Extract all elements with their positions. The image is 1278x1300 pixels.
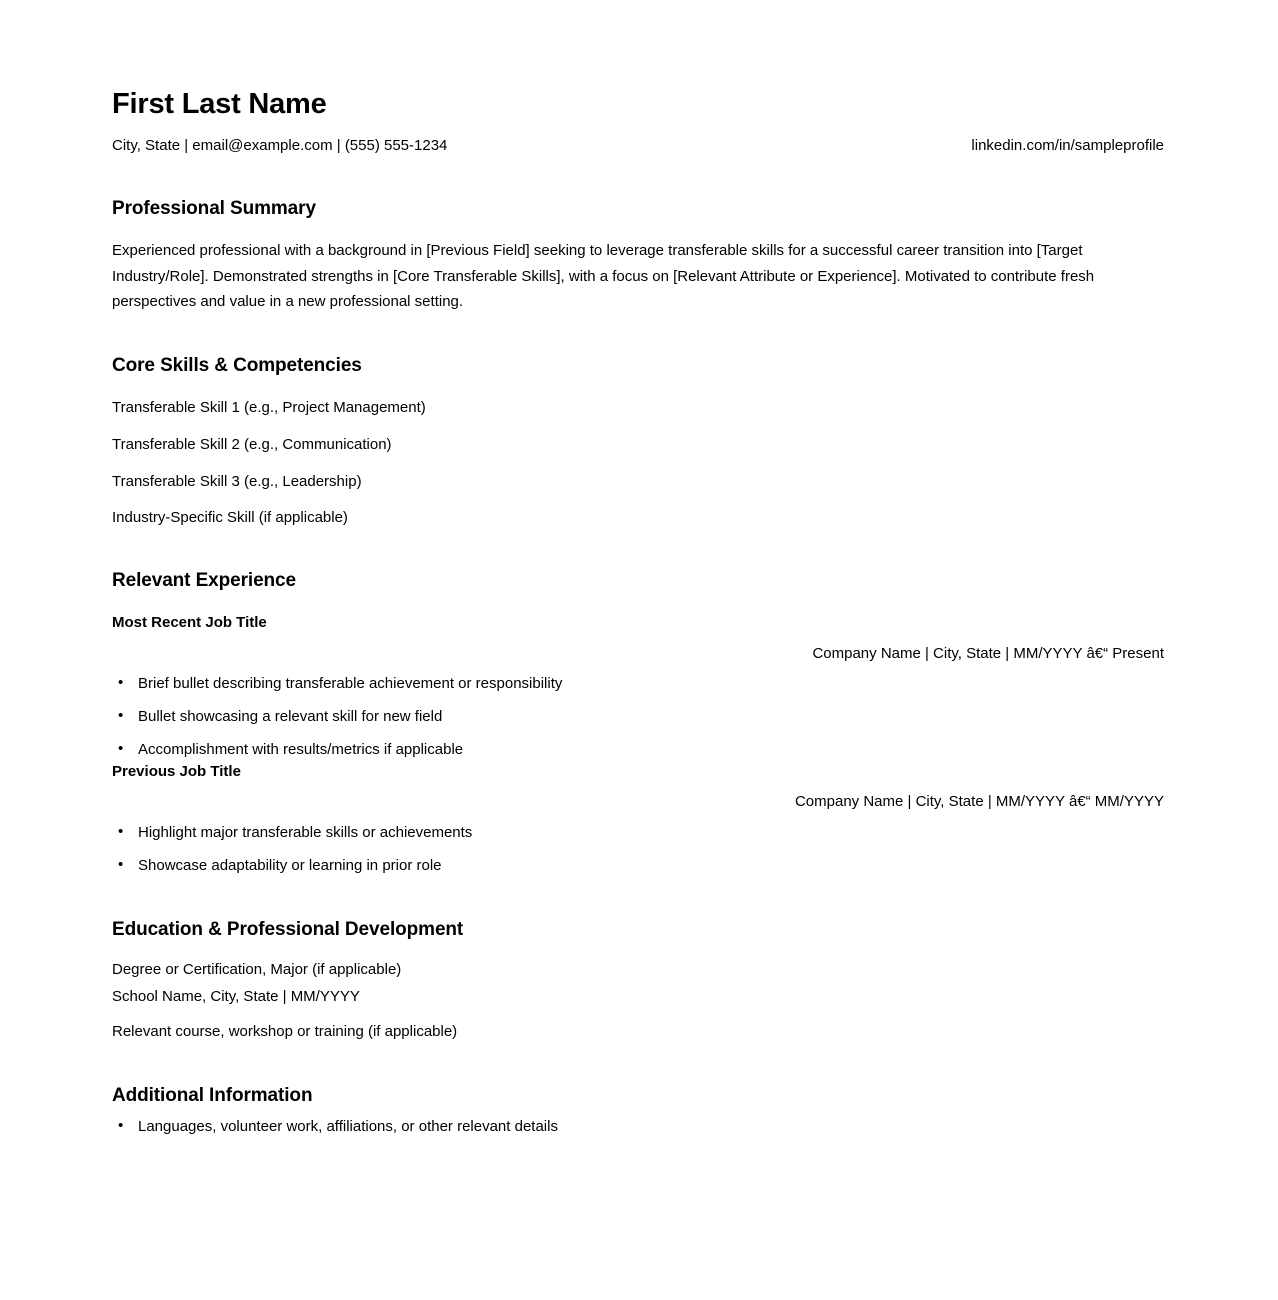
education-degree: Degree or Certification, Major (if applicable) xyxy=(112,961,402,979)
education-school: School Name, City, State | MM/YYYY xyxy=(112,988,360,1006)
section-education xyxy=(112,877,1164,1043)
professional-summary-text: Experienced professional with a background in [Previous Field] seeking to leverage transferable skills for a successful career transition into [Target Industry/Role]. Demonstrated strengths in [Core Transferable Skills], with a focus on [Relevant Attribute or Experience]. Motivated to contribute fresh perspectives and value in a new professional setting. xyxy=(112,241,1095,311)
job-meta: Company Name | City, State | MM/YYYY â€“ Present xyxy=(812,644,1164,662)
job-bullet: • Highlight major transferable skills or achievements xyxy=(112,822,1164,844)
page-title: First Last Name xyxy=(112,88,327,120)
job-bullet: • Brief bullet describing transferable achievement or responsibility xyxy=(112,673,1164,695)
job-title: Most Recent Job Title xyxy=(112,613,267,631)
skill-item: Transferable Skill 1 (e.g., Project Management) xyxy=(112,399,426,417)
contact-details: City, State | email@example.com | (555) 555-1234 xyxy=(112,137,448,155)
job-title: Previous Job Title xyxy=(112,762,241,780)
job-bullet: • Accomplishment with results/metrics if applicable xyxy=(112,739,1164,761)
job-meta: Company Name | City, State | MM/YYYY â€“ MM/YYYY xyxy=(794,793,1164,811)
job-bullet-list xyxy=(112,673,1164,760)
job-bullet-list xyxy=(112,822,1164,877)
section-relevant-experience xyxy=(112,529,1164,877)
linkedin-profile-link[interactable]: linkedin.com/in/sampleprofile xyxy=(971,137,1164,155)
section-heading-professional-summary: Professional Summary xyxy=(112,198,316,220)
skill-item: Industry-Specific Skill (if applicable) xyxy=(112,509,348,527)
contact-row xyxy=(112,135,1164,157)
section-core-skills xyxy=(112,315,1164,529)
section-heading-relevant-experience: Relevant Experience xyxy=(112,570,296,592)
job-bullet: • Showcase adaptability or learning in prior role xyxy=(112,855,1164,877)
resume-header xyxy=(112,88,1164,157)
skill-item: Transferable Skill 2 (e.g., Communication) xyxy=(112,435,392,453)
skill-item: Transferable Skill 3 (e.g., Leadership) xyxy=(112,472,362,490)
job-bullet: • Bullet showcasing a relevant skill for new field xyxy=(112,706,1164,728)
section-heading-additional-information: Additional Information xyxy=(112,1084,313,1106)
experience-entry xyxy=(112,761,1164,877)
education-extra: Relevant course, workshop or training (if applicable) xyxy=(112,1022,458,1040)
section-heading-education: Education & Professional Development xyxy=(112,918,464,940)
section-professional-summary xyxy=(112,159,1164,315)
experience-entry xyxy=(112,612,1164,761)
section-additional-information xyxy=(112,1043,1164,1139)
additional-list xyxy=(112,1116,1164,1138)
additional-item: • Languages, volunteer work, affiliations, or other relevant details xyxy=(112,1116,1164,1138)
section-heading-core-skills: Core Skills & Competencies xyxy=(112,355,362,377)
